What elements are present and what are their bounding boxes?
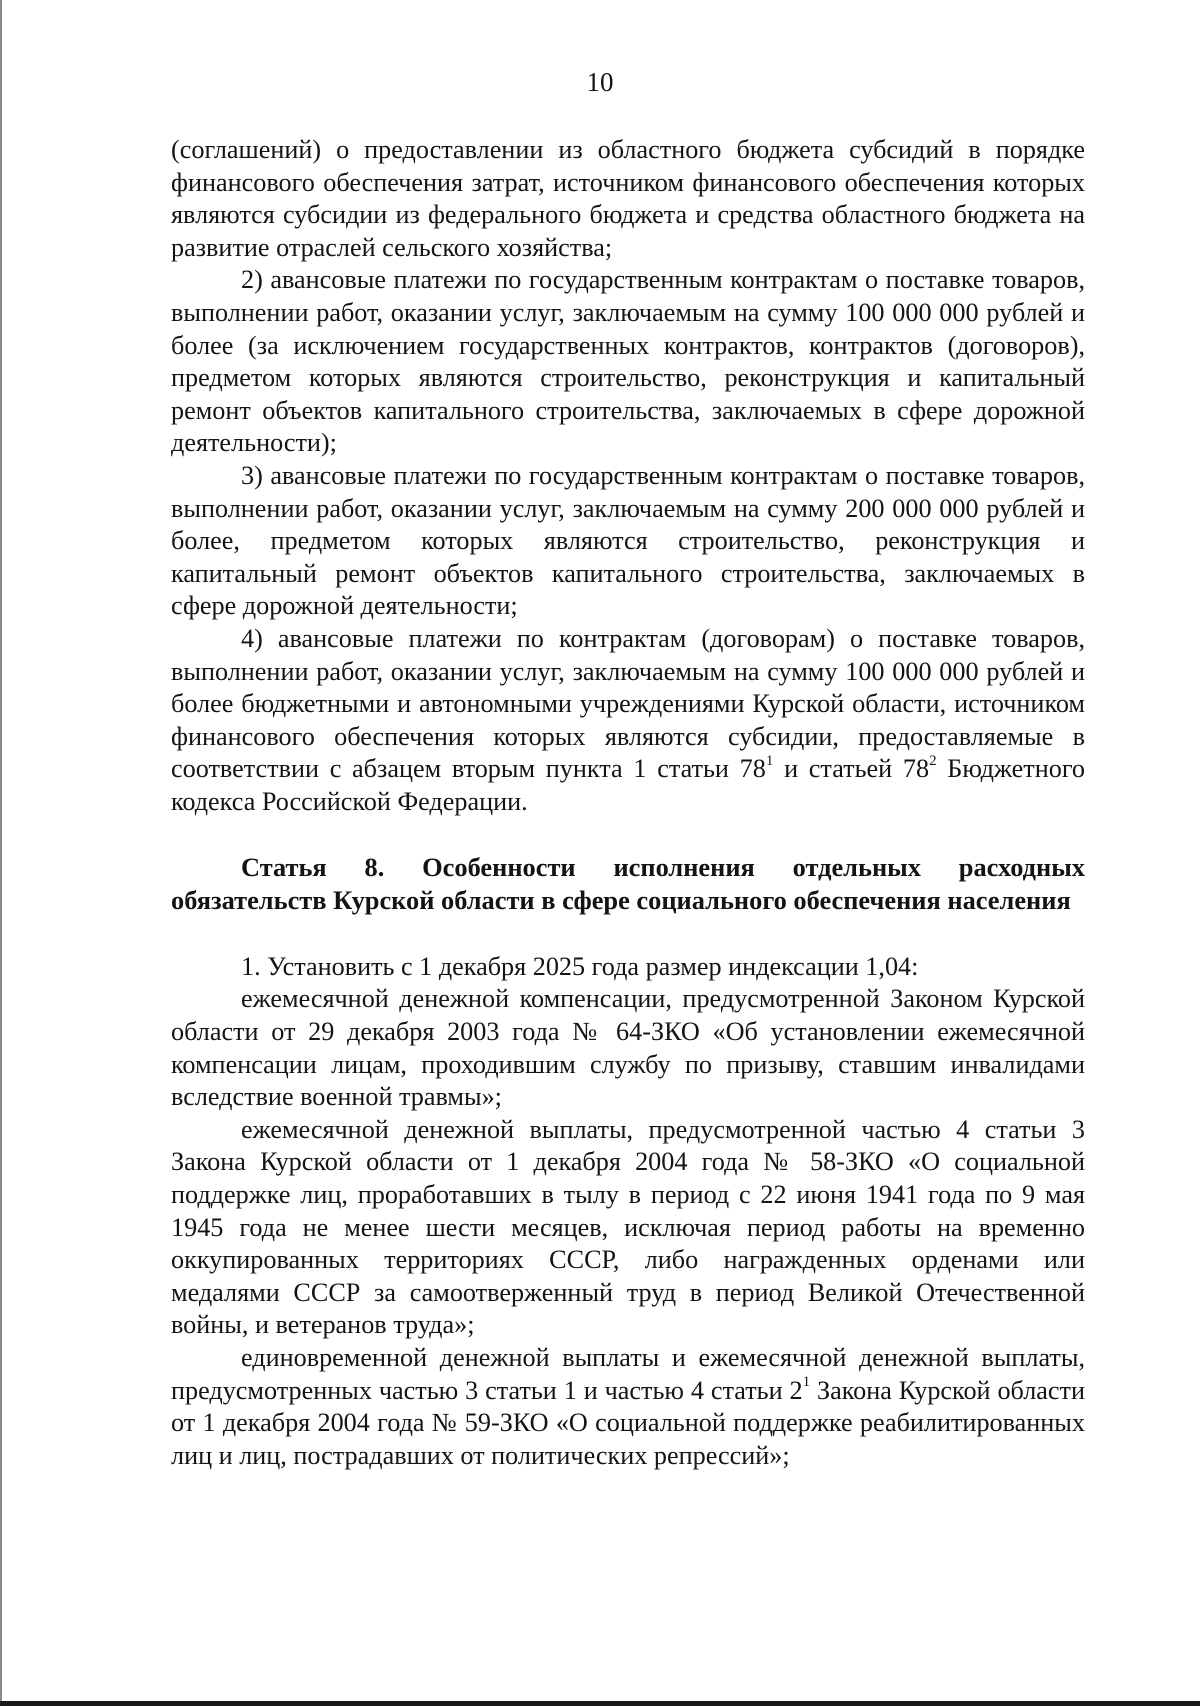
paragraph-item-3: 3) авансовые платежи по государственным контрактам о поставке товаров, выполнении работ, оказании услуг, заключаемым на сумму 200 000 000 рублей и более, предметом которых являются строительство, реконструкция и капитальный ремонт объектов капитального строительства, заключаемых в сфере дорожной деятельности; [171, 460, 1085, 621]
document-body [171, 134, 1085, 1472]
paragraph-point-1: 1. Установить с 1 декабря 2025 года размер индексации 1,04: [241, 951, 919, 981]
paragraph-one-time-payment-text-b: Закона Курской области от 1 декабря 2004 года № 59-ЗКО «О социальной поддержке реабилитированных лиц и лиц, пострадавших от политических репрессий»; [171, 1375, 1085, 1470]
paragraph-one-time-payment-text-a: единовременной денежной выплаты и ежемесячной денежной выплаты, предусмотренных частью 3 статьи 1 и частью 4 статьи 2 [171, 1343, 1085, 1405]
paragraph-continuation: (соглашений) о предоставлении из областного бюджета субсидий в порядке финансового обеспечения затрат, источником финансового обеспечения которых являются субсидии из федерального бюджета и средства областного бюджета на развитие отраслей сельского хозяйства; [171, 135, 1085, 262]
page-number: 10 [586, 67, 614, 97]
paragraph-item-4-text-b: и статьей 78 [773, 754, 930, 784]
superscript-3: 1 [802, 1373, 811, 1390]
paragraph-item-4-text-c: Бюджетного кодекса Российской Федерации. [171, 754, 1086, 816]
article-heading: Статья 8. Особенности исполнения отдельных расходных обязательств Курской области в сфере социального обеспечения населения [171, 852, 1085, 915]
paragraph-compensation: ежемесячной денежной компенсации, предусмотренной Законом Курской области от 29 декабря 2003 года № 64-ЗКО «Об установлении ежемесячной компенсации лицам, проходившим службу по призыву, ставшим инвалидами вследствие военной травмы»; [171, 984, 1085, 1112]
paragraph-monthly-payment: ежемесячной денежной выплаты, предусмотренной частью 4 статьи 3 Закона Курской области от 1 декабря 2004 года № 58-ЗКО «О социальной поддержке лиц, проработавших в тылу в период с 22 июня 1941 года по 9 мая 1945 года не менее шести месяцев, исключая период работы на временно оккупированных территориях СССР, либо награжденных орденами или медалями СССР за самоотверженный труд в период Великой Отечественной войны, и ветеранов труда»; [171, 1114, 1085, 1340]
paragraph-item-4 [171, 623, 1085, 819]
superscript-1: 1 [765, 752, 774, 769]
superscript-2: 2 [929, 752, 937, 769]
scan-edge-bottom [0, 1701, 1200, 1706]
paragraph-item-2: 2) авансовые платежи по государственным контрактам о поставке товаров, выполнении работ, оказании услуг, заключаемым на сумму 100 000 000 рублей и более (за исключением государственных контрактов, контрактов (договоров), предметом которых являются строительство, реконструкция и капитальный ремонт объектов капитального строительства, заключаемых в сфере дорожной деятельности); [171, 265, 1085, 458]
paragraph-one-time-payment [171, 1342, 1085, 1472]
scan-edge-left [0, 0, 2, 1706]
paragraph-item-4-text-a: 4) авансовые платежи по контрактам (договорам) о поставке товаров, выполнении работ, оказании услуг, заключаемым на сумму 100 000 000 рублей и более бюджетными и автономными учреждениями Курской области, источником финансового обеспечения которых являются субсидии, предоставляемые в соответствии с абзацем вторым пункта 1 статьи 78 [171, 623, 1085, 784]
